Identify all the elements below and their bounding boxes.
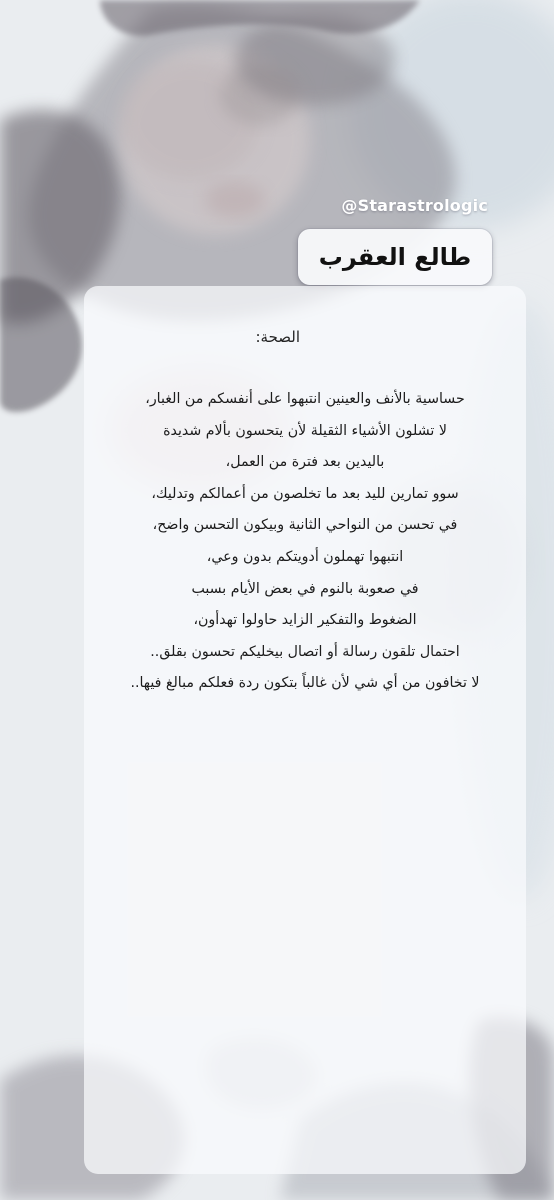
text-line: الضغوط والتفكير الزايد حاولوا تهدأون، xyxy=(193,612,417,629)
section-title: الصحة: xyxy=(255,328,300,346)
body-text xyxy=(84,384,526,700)
text-line: باليدين بعد فترة من العمل، xyxy=(225,454,385,471)
page-title: طالع العقرب xyxy=(318,243,472,271)
text-line: لا تشلون الأشياء الثقيلة لأن يتحسون بألام شديدة xyxy=(163,422,447,439)
text-line: سوو تمارين لليد بعد ما تخلصون من أعمالكم وتدليك، xyxy=(151,485,459,502)
text-line: في تحسن من النواحي الثانية وبيكون التحسن واضح، xyxy=(152,517,458,534)
text-line: احتمال تلقون رسالة أو اتصال بيخليكم تحسون بقلق.. xyxy=(150,643,460,660)
text-line: في صعوبة بالنوم في بعض الأيام بسبب xyxy=(191,580,419,597)
title-banner xyxy=(298,229,492,285)
watermark-handle: @Starastrologic xyxy=(341,196,488,215)
text-line: لا تخافون من أي شي لأن غالباً بتكون ردة فعلكم مبالغ فيها.. xyxy=(130,675,480,692)
text-line: انتبهوا تهملون أدويتكم بدون وعي، xyxy=(206,548,404,565)
text-line: حساسية بالأنف والعينين انتبهوا على أنفسكم من الغبار، xyxy=(145,391,465,407)
